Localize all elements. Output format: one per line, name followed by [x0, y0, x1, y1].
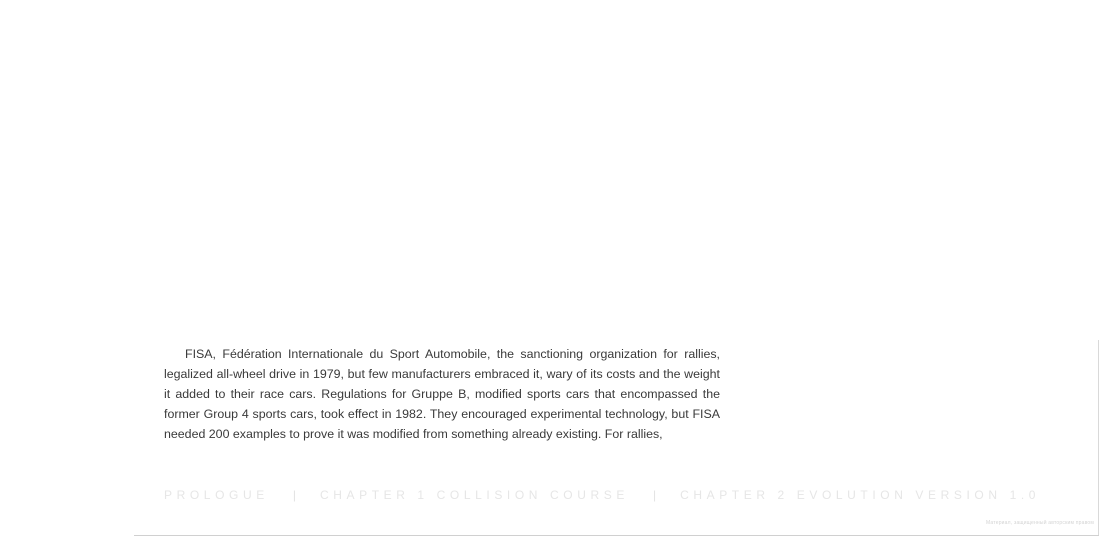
nav-item-prologue[interactable]: PROLOGUE — [164, 488, 269, 502]
copyright-watermark: Материал, защищенный авторским правом — [986, 520, 1094, 526]
nav-item-chapter-1[interactable]: CHAPTER 1 COLLISION COURSE — [319, 488, 629, 502]
nav-separator: | — [292, 488, 296, 502]
chapter-navigation — [164, 488, 1041, 502]
frame-border-right — [1098, 340, 1099, 535]
nav-item-chapter-2[interactable]: CHAPTER 2 EVOLUTION VERSION 1.0 — [680, 488, 1041, 502]
nav-separator: | — [652, 488, 657, 502]
body-paragraph: FISA, Fédération Internationale du Sport Automobile, the sanctioning organization for rallies, legalized all-wheel drive in 1979, but few manufacturers embraced it, wary of its costs and the weight it added to their race cars. Regulations for Gruppe B, modified sports cars that encompassed the former Group 4 sports cars, took effect in 1982. They encouraged experimental technology, but FISA needed 200 examples to prove it was modified from something already existing. For rallies, — [164, 347, 720, 442]
